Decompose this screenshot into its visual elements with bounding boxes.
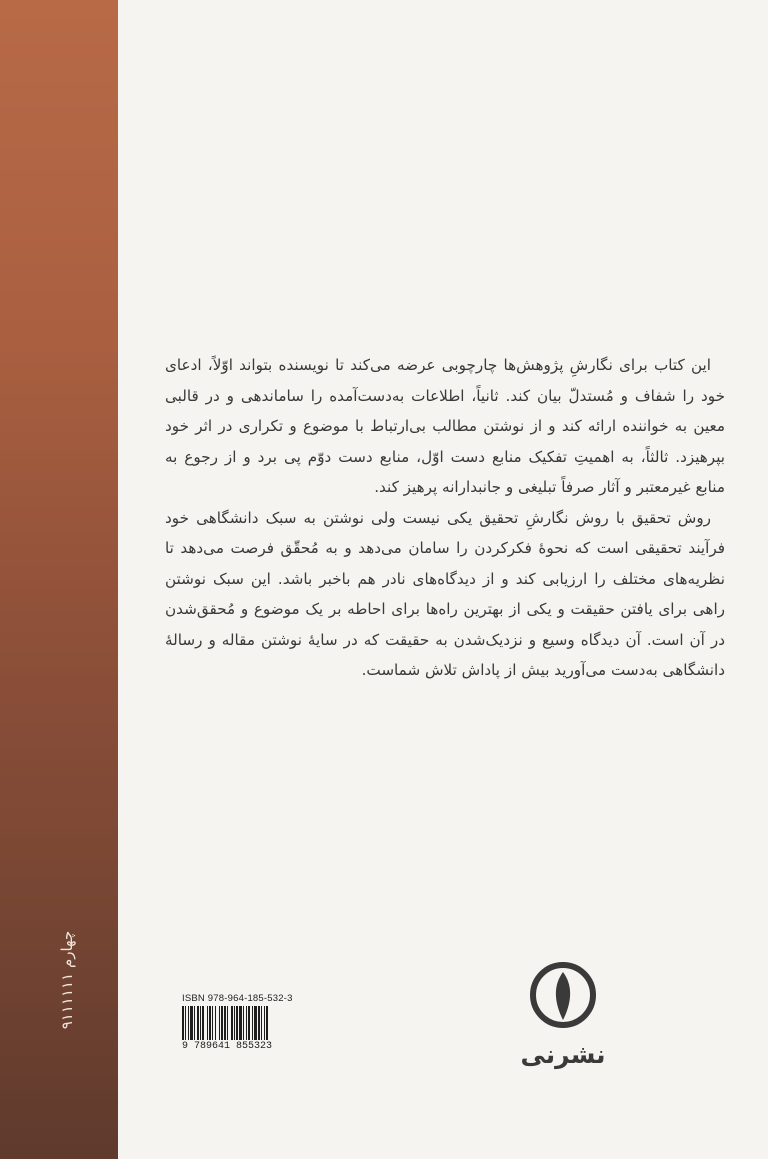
publisher-name: نشرنی xyxy=(520,1040,606,1069)
isbn-digits: 9 789641 855323 xyxy=(182,1041,273,1052)
barcode xyxy=(182,1006,294,1040)
spine-title xyxy=(52,905,82,1055)
back-cover-blurb xyxy=(165,350,725,686)
spine-title-text: چهارم ۹۱۱۱۱۱۱ xyxy=(58,930,76,1030)
blurb-paragraph-1: این کتاب برای نگارشِ پژوهش‌ها چارچوبی عرضه می‌کند تا نویسنده بتواند اوّلاً، ادعای خود را شفاف و مُستدلّ بیان کند. ثانیاً، اطلاعات به‌دست‌آمده را ساماندهی و در قالبی معین به خواننده ارائه کند و از نوشتن مطالب بی‌ارتباط با موضوع و تکراری در اثر خود بپرهیزد. ثالثاً، به اهمیتِ تفکیک منابع دست اوّل، منابع دست دوّم پی برد و از رجوع به منابع غیرمعتبر و آثار صرفاً تبلیغی و جانبدارانه پرهیز کند. xyxy=(165,356,725,496)
isbn-label: ISBN 978-964-185-532-3 xyxy=(182,993,293,1004)
reed-leaf-in-circle-icon xyxy=(528,960,598,1030)
blurb-paragraph-2: روش تحقیق با روش نگارشِ تحقیق یکی نیست ولی نوشتن به سبک دانشگاهی خود فرآیند تحقیقی است که نحوهٔ فکرکردن را سامان می‌دهد و به مُحقّق فرصت می‌دهد تا نظریه‌های مختلف را ارزیابی کند و از دیدگاه‌های نادر هم باخبر باشد. این سبک نوشتن راهی برای یافتن حقیقت و یکی از بهترین راه‌ها برای احاطه بر یک موضوع و مُحقق‌شدن در آن است. آن دیدگاه وسیع و نزدیک‌شدن به حقیقت که در سایهٔ نوشتن مقاله و رسالهٔ دانشگاهی به‌دست می‌آورید بیش از پاداش تلاش شماست. xyxy=(165,508,725,679)
isbn-barcode-block xyxy=(182,993,294,1052)
